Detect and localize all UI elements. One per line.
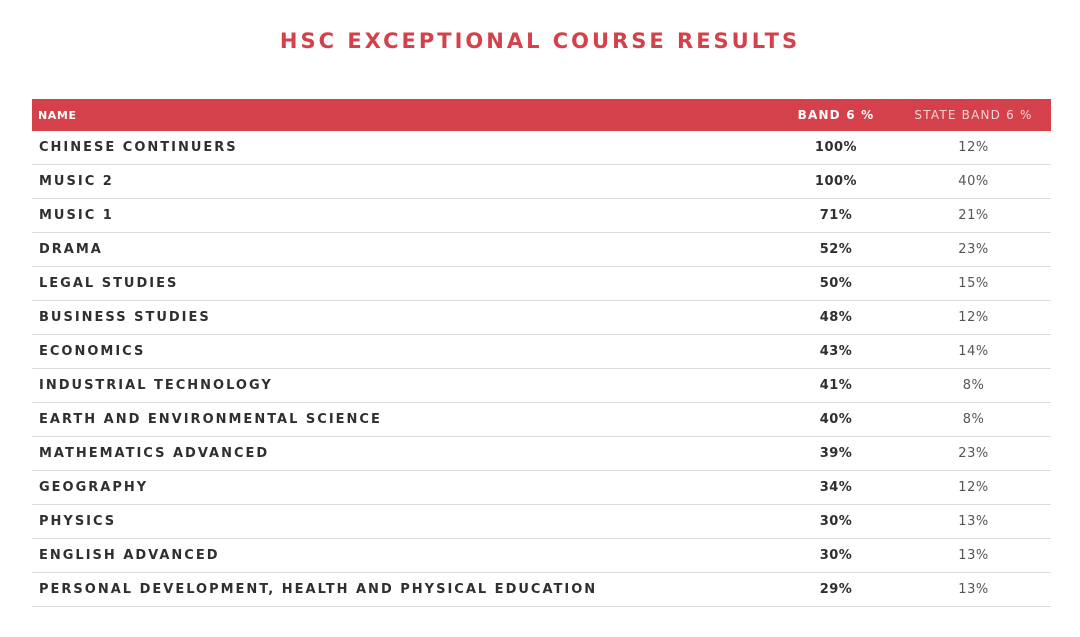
table-row [32,165,1051,199]
state-band6-value: 13% [958,548,989,563]
state-band6-value: 23% [958,446,989,461]
band6-value: 40% [819,412,853,427]
table-header-row [32,99,1051,131]
table-row [32,471,1051,505]
state-band6-value: 12% [958,140,989,155]
table-row [32,573,1051,607]
course-name: BUSINESS STUDIES [39,310,211,325]
state-band6-value: 40% [958,174,989,189]
band6-value: 100% [814,140,858,155]
band6-value: 71% [819,208,853,223]
table-row [32,403,1051,437]
state-band6-value: 23% [958,242,989,257]
band6-value: 100% [814,174,858,189]
band6-value: 30% [819,514,853,529]
table-row [32,301,1051,335]
state-band6-value: 12% [958,480,989,495]
results-table [32,99,1051,607]
table-row [32,437,1051,471]
band6-value: 41% [819,378,853,393]
course-name: EARTH AND ENVIRONMENTAL SCIENCE [39,412,382,427]
course-name: ECONOMICS [39,344,146,359]
band6-value: 30% [819,548,853,563]
course-name: INDUSTRIAL TECHNOLOGY [39,378,273,393]
state-band6-value: 8% [962,412,985,427]
band6-value: 39% [819,446,853,461]
course-name: ENGLISH ADVANCED [39,548,220,563]
state-band6-value: 21% [958,208,989,223]
table-row [32,131,1051,165]
table-row [32,369,1051,403]
table-row [32,539,1051,573]
state-band6-value: 12% [958,310,989,325]
course-name: CHINESE CONTINUERS [39,140,238,155]
course-name: PHYSICS [39,514,117,529]
state-band6-value: 13% [958,514,989,529]
course-name: GEOGRAPHY [39,480,149,495]
band6-value: 52% [819,242,853,257]
course-name: PERSONAL DEVELOPMENT, HEALTH AND PHYSICAL EDUCATION [39,582,598,597]
state-band6-value: 8% [962,378,985,393]
state-band6-value: 13% [958,582,989,597]
course-name: MUSIC 2 [39,174,114,189]
course-name: DRAMA [39,242,103,257]
state-band6-value: 14% [958,344,989,359]
table-row [32,199,1051,233]
table-row [32,505,1051,539]
table-body [32,131,1051,607]
band6-value: 34% [819,480,853,495]
column-header-state-band6: STATE BAND 6 % [914,108,1033,122]
table-row [32,233,1051,267]
band6-value: 43% [819,344,853,359]
band6-value: 50% [819,276,853,291]
state-band6-value: 15% [958,276,989,291]
column-header-name: NAME [38,108,77,122]
course-name: MATHEMATICS ADVANCED [39,446,270,461]
table-row [32,335,1051,369]
band6-value: 29% [819,582,853,597]
course-name: MUSIC 1 [39,208,114,223]
page-title: HSC EXCEPTIONAL COURSE RESULTS [279,29,801,53]
course-name: LEGAL STUDIES [39,276,179,291]
table-row [32,267,1051,301]
column-header-band6: BAND 6 % [797,108,875,122]
band6-value: 48% [819,310,853,325]
